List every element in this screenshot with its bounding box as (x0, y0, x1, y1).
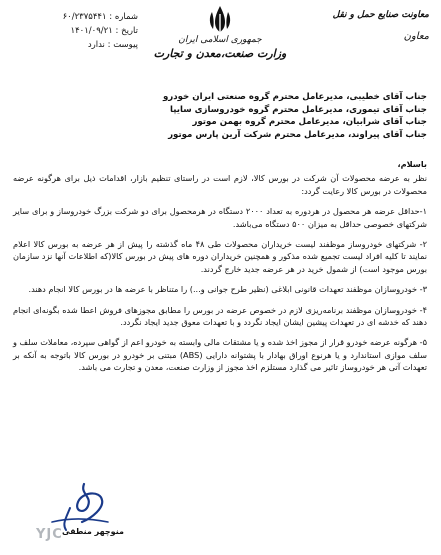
body-paragraph: ۵- هرگونه عرضه خودرو قرار از مجوز اخذ شده و یا مشتقات مالی وابسته به خودرو اعم از گواهی سپرده، معاملات سلف و سلف موازی استاندارد و یا هرنوع اوراق بهادار با پشتوانه دارایی (ABS) مبتنی بر خودرو در بورس کالا باتوجه به آنکه بر تعهدات آتی هر خودروساز تاثیر می گذارد مستلزم اخذ مجوز از وزارت صنعت، معدن و تجارت می باشد. (13, 337, 427, 373)
deputy-title: معاونت صنایع حمل و نقل (332, 10, 429, 20)
letterhead-center (140, 4, 300, 61)
date-row (10, 24, 138, 38)
watermark-logo: YJC (36, 527, 63, 542)
recipient-line: جناب آقای شرابیان، مدیرعامل محترم گروه بهمن موتور (192, 117, 427, 127)
signatory-name: منوچهر منطقی (62, 527, 124, 536)
republic-title: جمهوری اسلامی ایران (178, 35, 262, 45)
attachment-label: پیوست : (107, 40, 138, 50)
letter-meta (10, 10, 138, 52)
body-paragraph: ۴- خودروسازان موظفند برنامه‌ریزی لازم در خصوص عرضه در بورس را مطابق مجوزهای فروش اعطا شده بگونه‌ای انجام دهند که خدشه ای در تعهدات پیشین ایشان ایجاد نگردد و با تعهدات معوق جدید ایجاد نگردد. (13, 304, 427, 328)
letterhead-right (279, 8, 429, 44)
body-paragraph: نظر به عرضه محصولات آن شرکت در بورس کالا، لازم است در راستای تنظیم بازار، اقدامات ذیل برای هرگونه عرضه محصولات در بورس کالا رعایت گردد: (13, 173, 427, 196)
number-label: شماره : (109, 12, 138, 22)
body-paragraph: ۳- خودروسازان موظفند تعهدات قانونی ابلاغی (نظیر طرح جوانی و...) را متناظر با عرضه ها در بورس کالا انجام دهند. (28, 284, 427, 295)
number-value: ۶۰/۲۳۷۵۴۴۱ (62, 12, 107, 22)
body-paragraph: ۱-حداقل عرضه هر محصول در هردوره به تعداد ۲۰۰۰ دستگاه در هرمحصول برای دو شرکت بزرگ خودروساز و برای سایر شرکتهای خصوصی حداقل به میزان ۵۰۰ دستگاه می‌باشد. (13, 206, 427, 229)
ministry-title: وزارت صنعت،معدن و تجارت (153, 47, 287, 60)
date-value: ۱۴۰۱/۰۹/۲۱ (70, 26, 113, 36)
recipient-line: جناب آقای تیموری، مدیرعامل محترم گروه خودروسازی سایپا (170, 104, 427, 115)
attachment-value: ندارد (87, 40, 105, 50)
number-row (10, 10, 138, 24)
letter-body (13, 158, 427, 382)
recipient-line: جناب آقای خطیبی، مدیرعامل محترم گروه صنعتی ایران خودرو (162, 92, 427, 102)
signature-block (22, 478, 132, 550)
role-title: معاون (403, 31, 429, 42)
recipients-list (127, 91, 427, 141)
date-label: تاریخ : (115, 26, 138, 36)
body-paragraph: ۲- شرکتهای خودروساز موظفند لیست خریداران محصولات طی ۴۸ ماه گذشته را پیش از هر عرضه به بورس کالا اعلام نمایند تا کلیه افراد لیست تجمیع شده مذکور و همچنین خریداران دوره های پیش در بورس کالا(که اطلاعات آنها نزد سازمان بورس موجود است) از شمول خرید در هر عرضه جدید خارج گردند. (13, 239, 427, 274)
greeting: باسلام، (397, 159, 427, 169)
attachment-row (10, 38, 138, 52)
emblem-icon (206, 4, 234, 34)
recipient-line: جناب آقای پیراوند، مدیرعامل محترم شرکت آرین پارس موتور (168, 129, 427, 140)
